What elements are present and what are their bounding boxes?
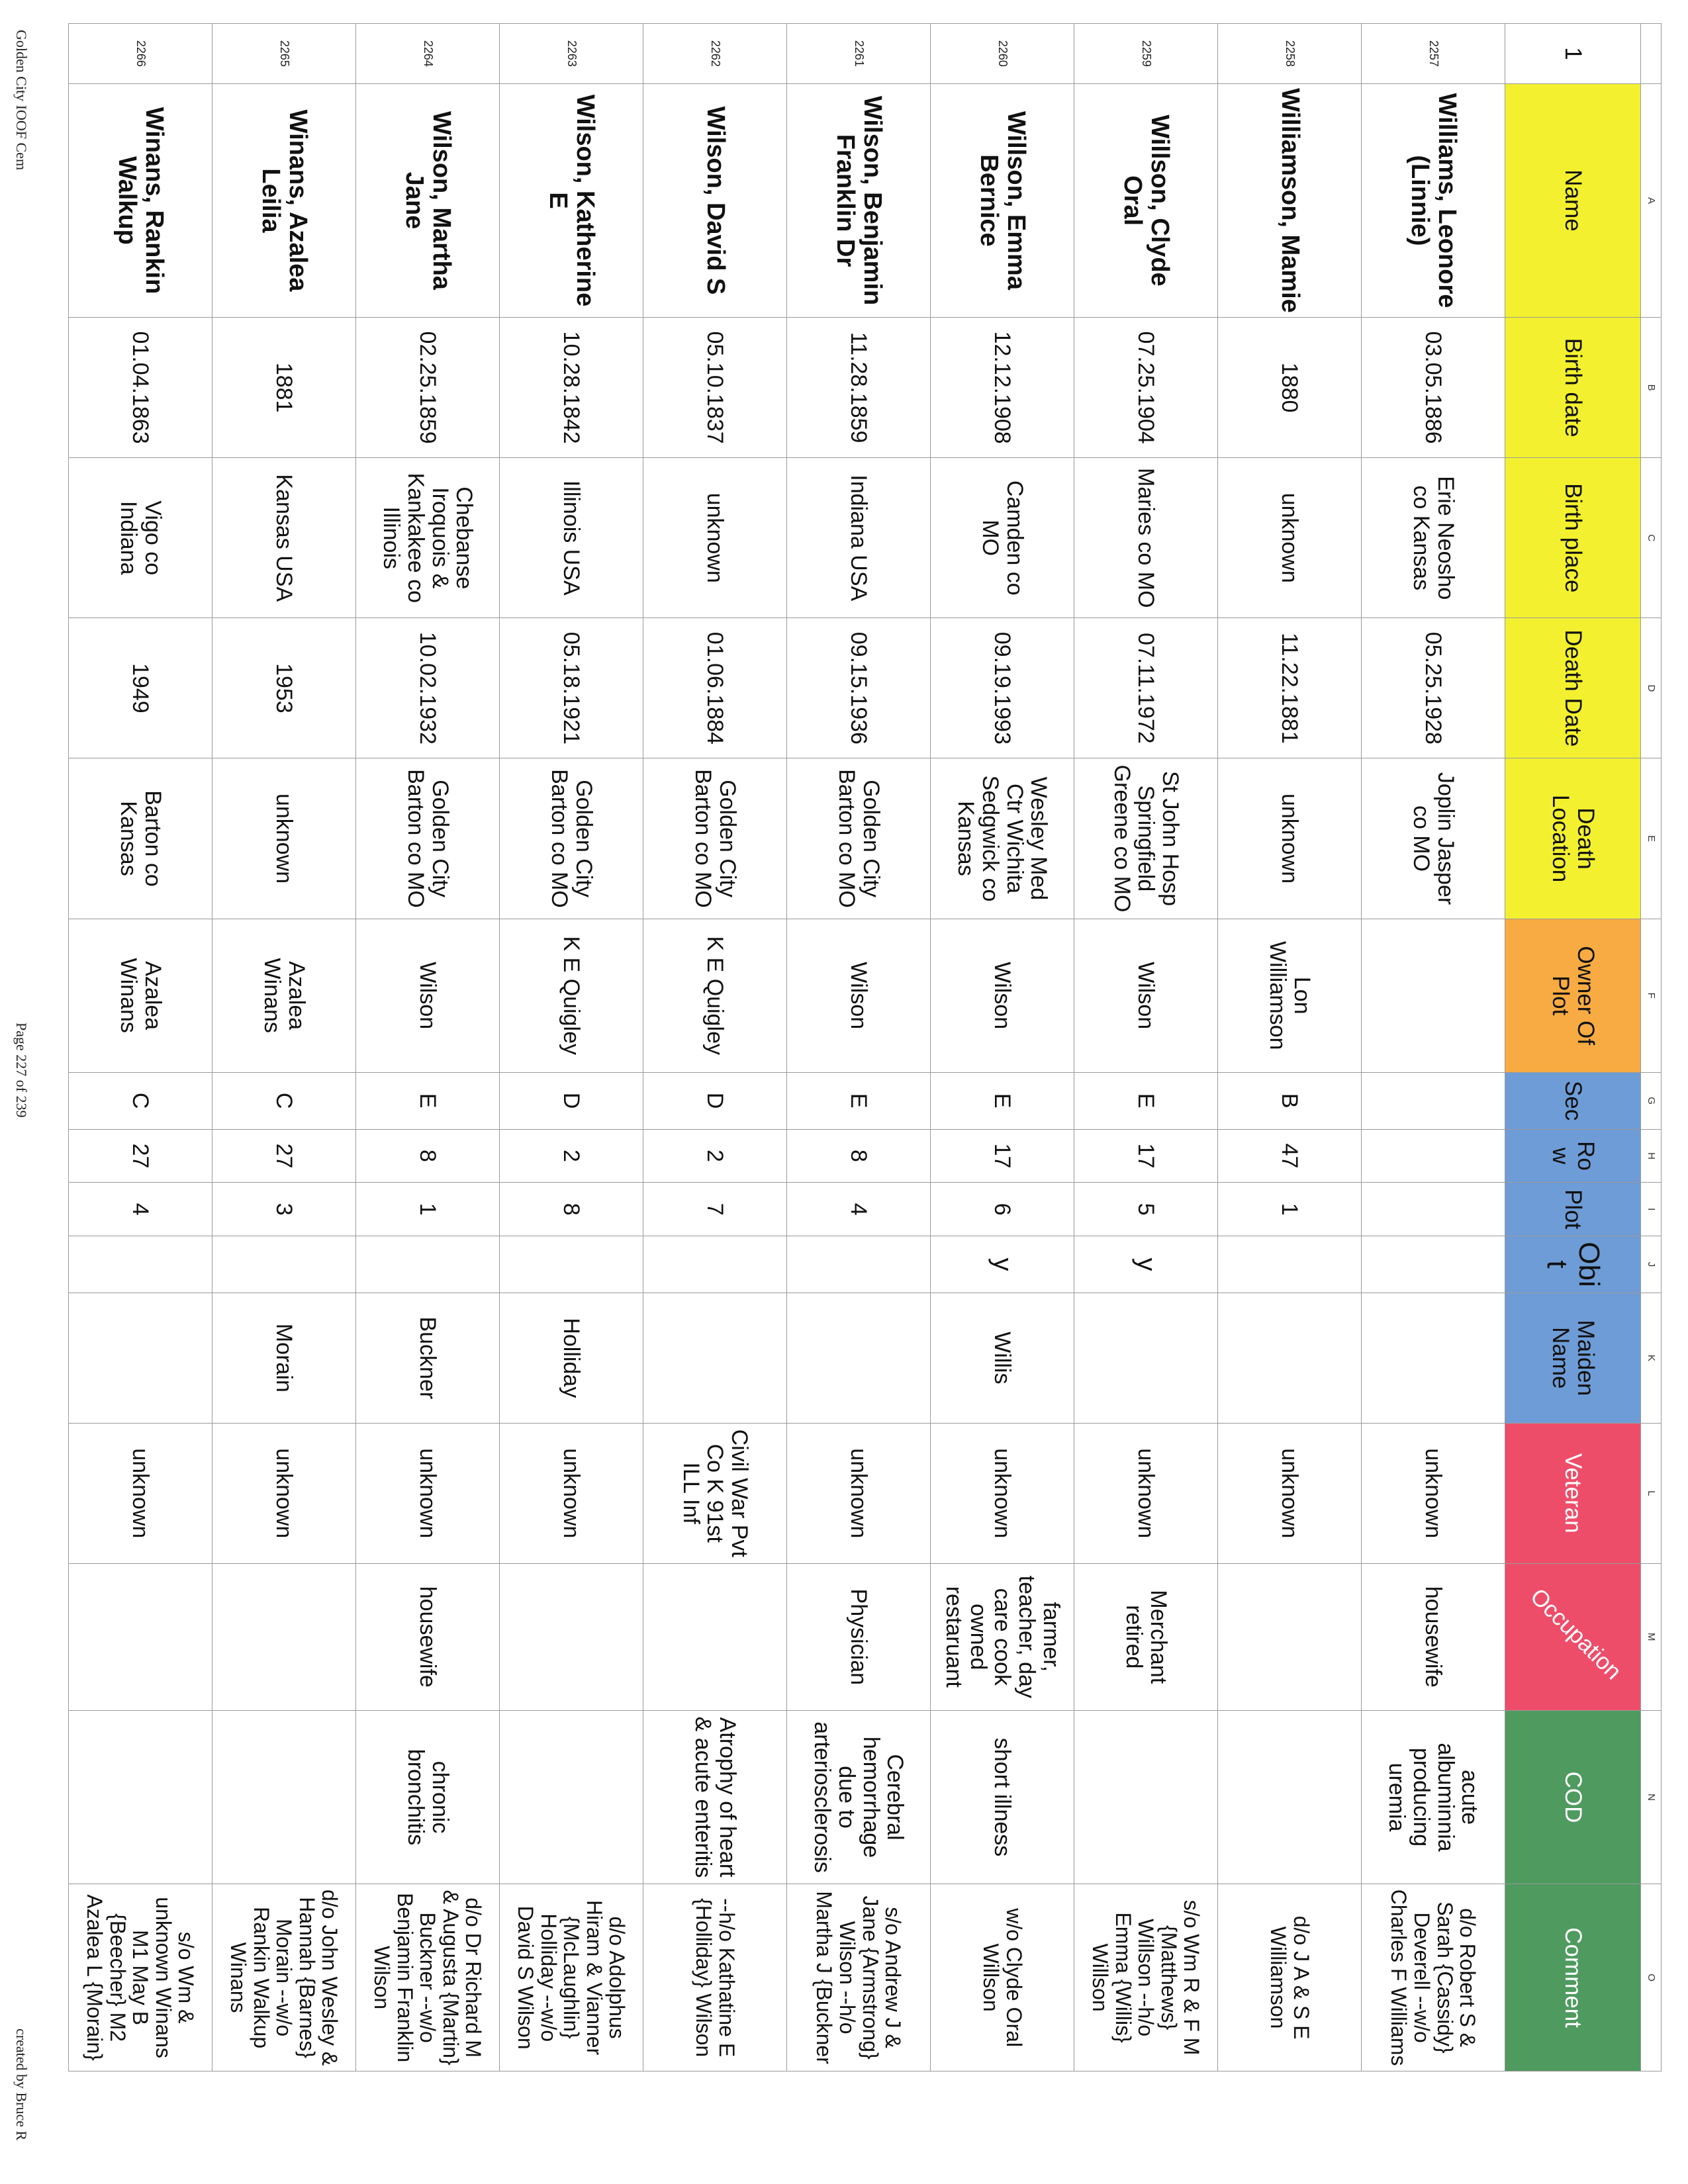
name-cell: Willson, Emma Bernice [931,83,1074,317]
death-date-cell: 09.15.1936 [787,618,931,758]
num-cell: 2263 [500,24,643,84]
column-letter: H [1641,1129,1662,1183]
column-letter: I [1641,1183,1662,1236]
column-header: Owner Of Plot [1505,919,1641,1072]
cod-cell: Cerebral hemorrhage due to arteriosclerosis [787,1710,931,1884]
row-cell: 47 [1218,1129,1362,1183]
column-header: Sec [1505,1072,1641,1129]
veteran-cell: unknown [69,1423,212,1563]
comment-cell: s/o Andrew J & Jane {Armstrong} Wilson --h/o Martha J {Buckner [787,1884,931,2071]
death-location-cell: Joplin Jasper co MO [1362,758,1505,919]
maiden-cell [1074,1293,1218,1423]
column-letter: N [1641,1710,1662,1884]
occupation-cell: Physician [787,1563,931,1710]
occupation-cell: farmer, teacher, day care cook owned restaruant [931,1563,1074,1710]
column-header: Death Location [1505,758,1641,919]
name-cell: Williams, Leonore (Linnie) [1362,83,1505,317]
num-cell: 2262 [643,24,787,84]
veteran-cell: unknown [1074,1423,1218,1563]
column-letter-row [1641,24,1662,2071]
column-letter [1641,24,1662,84]
plot-cell: 7 [643,1183,787,1236]
name-cell: Winans, Rankin Walkup [69,83,212,317]
birth-place-cell: Erie Neosho co Kansas [1362,458,1505,618]
birth-place-cell: Indiana USA [787,458,931,618]
comment-cell: d/o J A & S E Williamson [1218,1884,1362,2071]
birth-date-cell: 03.05.1886 [1362,318,1505,458]
num-cell: 2257 [1362,24,1505,84]
maiden-cell: Buckner [356,1293,500,1423]
table-row [1362,24,1505,2071]
num-cell: 2258 [1218,24,1362,84]
sec-cell: E [931,1072,1074,1129]
birth-date-cell: 1881 [212,318,356,458]
name-cell: Willson, Clyde Oral [1074,83,1218,317]
sec-cell: D [500,1072,643,1129]
comment-cell: d/o Dr Richard M & Augusta {Martin} Buckner --w/o Benjamin Franklin Wilson [356,1884,500,2071]
row-number-header: 1 [1505,24,1641,84]
cod-cell: Atrophy of heart & acute enteritis [643,1710,787,1884]
obit-cell: y [1074,1236,1218,1293]
occupation-cell [69,1563,212,1710]
death-location-cell: Barton co Kansas [69,758,212,919]
maiden-cell [1362,1293,1505,1423]
column-letter: J [1641,1236,1662,1293]
occupation-cell [500,1563,643,1710]
birth-date-cell: 01.04.1863 [69,318,212,458]
column-letter: E [1641,758,1662,919]
cod-cell [212,1710,356,1884]
num-cell: 2266 [69,24,212,84]
death-date-cell: 01.06.1884 [643,618,787,758]
column-letter: G [1641,1072,1662,1129]
column-letter: L [1641,1423,1662,1563]
sec-cell: E [356,1072,500,1129]
birth-place-cell: unknown [1218,458,1362,618]
row-cell: 8 [356,1129,500,1183]
table-row [643,24,787,2071]
plot-cell: 4 [69,1183,212,1236]
name-cell: Williamson, Mamie [1218,83,1362,317]
plot-cell [1362,1183,1505,1236]
veteran-cell: unknown [931,1423,1074,1563]
row-cell: 27 [69,1129,212,1183]
owner-cell: K E Quigley [643,919,787,1072]
death-date-cell: 10.02.1932 [356,618,500,758]
death-date-cell: 1949 [69,618,212,758]
num-cell: 2260 [931,24,1074,84]
owner-cell: Wilson [356,919,500,1072]
occupation-cell [1218,1563,1362,1710]
row-cell: 17 [1074,1129,1218,1183]
veteran-cell: Civil War Pvt Co K 91st ILL Inf [643,1423,787,1563]
row-cell [1362,1129,1505,1183]
column-header: Plot [1505,1183,1641,1236]
death-date-cell: 05.18.1921 [500,618,643,758]
owner-cell: Azalea Winans [69,919,212,1072]
column-letter: K [1641,1293,1662,1423]
table-row [1218,24,1362,2071]
birth-date-cell: 02.25.1859 [356,318,500,458]
death-location-cell: unknown [1218,758,1362,919]
footer-left: Golden City IOOF Cem [13,30,30,171]
death-location-cell: Golden City Barton co MO [500,758,643,919]
plot-cell: 4 [787,1183,931,1236]
footer-right: created by Bruce R [13,2028,30,2141]
owner-cell: Wilson [931,919,1074,1072]
column-header: Birth date [1505,318,1641,458]
cod-cell: short illness [931,1710,1074,1884]
column-letter: B [1641,318,1662,458]
birth-date-cell: 1880 [1218,318,1362,458]
death-location-cell: Golden City Barton co MO [356,758,500,919]
maiden-cell: Holliday [500,1293,643,1423]
maiden-cell: Morain [212,1293,356,1423]
obit-cell [69,1236,212,1293]
birth-date-cell: 07.25.1904 [1074,318,1218,458]
column-letter: M [1641,1563,1662,1710]
column-header: Name [1505,83,1641,317]
row-cell: 27 [212,1129,356,1183]
veteran-cell: unknown [212,1423,356,1563]
owner-cell: Lon Williamson [1218,919,1362,1072]
comment-cell: --h/o Kathatine E {Holliday} Wilson [643,1884,787,2071]
cod-cell [1218,1710,1362,1884]
birth-place-cell: unknown [643,458,787,618]
sec-cell: C [212,1072,356,1129]
comment-cell: w/o Clyde Oral Willson [931,1884,1074,2071]
column-letter: F [1641,919,1662,1072]
owner-cell: Wilson [1074,919,1218,1072]
comment-cell: d/o Robert S & Sarah {Cassidy} Deverell --w/o Charles F Williams [1362,1884,1505,2071]
column-letter: D [1641,618,1662,758]
column-header: Birth place [1505,458,1641,618]
obit-cell: y [931,1236,1074,1293]
maiden-cell [69,1293,212,1423]
sec-cell: E [1074,1072,1218,1129]
row-cell: 17 [931,1129,1074,1183]
maiden-cell [643,1293,787,1423]
name-cell: Wilson, Martha Jane [356,83,500,317]
obit-cell [356,1236,500,1293]
table-row [787,24,931,2071]
comment-cell: s/o Wm & unknown Winans M1 May B {Beecher} M2 Azalea L {Morain} [69,1884,212,2071]
plot-cell: 6 [931,1183,1074,1236]
veteran-cell: unknown [1218,1423,1362,1563]
birth-date-cell: 10.28.1842 [500,318,643,458]
column-header: Maiden Name [1505,1293,1641,1423]
occupation-cell: Merchant retired [1074,1563,1218,1710]
header-row [1505,24,1641,2071]
occupation-cell [643,1563,787,1710]
column-header: Comment [1505,1884,1641,2071]
comment-cell: d/o Adolphus Hiram & Vianner {McLaughlin} Holliday --w/o David S Wilson [500,1884,643,2071]
veteran-cell: unknown [1362,1423,1505,1563]
maiden-cell: Willis [931,1293,1074,1423]
owner-cell [1362,919,1505,1072]
plot-cell: 8 [500,1183,643,1236]
occupation-cell: housewife [356,1563,500,1710]
obit-cell [212,1236,356,1293]
death-date-cell: 1953 [212,618,356,758]
veteran-cell: unknown [787,1423,931,1563]
death-location-cell: Wesley Med Ctr Wichita Sedgwick co Kansas [931,758,1074,919]
name-cell: Wilson, David S [643,83,787,317]
death-date-cell: 09.19.1993 [931,618,1074,758]
row-cell: 2 [643,1129,787,1183]
cemetery-records-table [68,23,1662,2071]
num-cell: 2261 [787,24,931,84]
name-cell: Winans, Azalea Leilia [212,83,356,317]
death-date-cell: 05.25.1928 [1362,618,1505,758]
footer-page-number: Page 227 of 239 [13,1023,30,1118]
sec-cell: D [643,1072,787,1129]
obit-cell [500,1236,643,1293]
cod-cell [500,1710,643,1884]
num-cell: 2265 [212,24,356,84]
birth-place-cell: Maries co MO [1074,458,1218,618]
column-header [1505,1563,1641,1710]
plot-cell: 1 [1218,1183,1362,1236]
num-cell: 2264 [356,24,500,84]
death-location-cell: unknown [212,758,356,919]
table-row [69,24,212,2071]
row-cell: 8 [787,1129,931,1183]
comment-cell: s/o Wm R & F M {Matthews} Willson --h/o Emma {Willis} Willson [1074,1884,1218,2071]
sec-cell: C [69,1072,212,1129]
occupation-cell [212,1563,356,1710]
obit-cell [1362,1236,1505,1293]
birth-place-cell: Camden co MO [931,458,1074,618]
obit-cell [787,1236,931,1293]
death-date-cell: 11.22.1881 [1218,618,1362,758]
plot-cell: 1 [356,1183,500,1236]
occupation-cell: housewife [1362,1563,1505,1710]
veteran-cell: unknown [500,1423,643,1563]
table-row [356,24,500,2071]
column-header: Row [1505,1129,1641,1183]
plot-cell: 3 [212,1183,356,1236]
cod-cell: acute albuminnia producing uremia [1362,1710,1505,1884]
num-cell: 2259 [1074,24,1218,84]
sec-cell [1362,1072,1505,1129]
column-letter: C [1641,458,1662,618]
table-row [931,24,1074,2071]
column-header: COD [1505,1710,1641,1884]
column-letter: A [1641,83,1662,317]
birth-place-cell: Illinois USA [500,458,643,618]
birth-place-cell: Kansas USA [212,458,356,618]
death-location-cell: Golden City Barton co MO [643,758,787,919]
column-header: Death Date [1505,618,1641,758]
column-header-label: Occupation [1525,1583,1626,1685]
cod-cell [69,1710,212,1884]
maiden-cell [787,1293,931,1423]
obit-cell [1218,1236,1362,1293]
comment-cell: d/o John Wesley & Hannah {Barnes} Morain --w/o Rankin Walkup Winans [212,1884,356,2071]
birth-date-cell: 05.10.1837 [643,318,787,458]
column-header: Veteran [1505,1423,1641,1563]
death-location-cell: St John Hosp Springfield Greene co MO [1074,758,1218,919]
table-row [500,24,643,2071]
death-date-cell: 07.11.1972 [1074,618,1218,758]
birth-place-cell: Chebanse Iroquois & Kankakee co Illinois [356,458,500,618]
cod-cell: chronic bronchitis [356,1710,500,1884]
sec-cell: E [787,1072,931,1129]
death-location-cell: Golden City Barton co MO [787,758,931,919]
sec-cell: B [1218,1072,1362,1129]
name-cell: Wilson, Katherine E [500,83,643,317]
veteran-cell: unknown [356,1423,500,1563]
column-header: Obit [1505,1236,1641,1293]
plot-cell: 5 [1074,1183,1218,1236]
row-cell: 2 [500,1129,643,1183]
birth-date-cell: 11.28.1859 [787,318,931,458]
name-cell: Wilson, Benjamin Franklin Dr [787,83,931,317]
owner-cell: Azalea Winans [212,919,356,1072]
birth-date-cell: 12.12.1908 [931,318,1074,458]
maiden-cell [1218,1293,1362,1423]
owner-cell: K E Quigley [500,919,643,1072]
cod-cell [1074,1710,1218,1884]
table-row [1074,24,1218,2071]
obit-cell [643,1236,787,1293]
owner-cell: Wilson [787,919,931,1072]
birth-place-cell: Vigo co Indiana [69,458,212,618]
table-row [212,24,356,2071]
column-letter: O [1641,1884,1662,2071]
